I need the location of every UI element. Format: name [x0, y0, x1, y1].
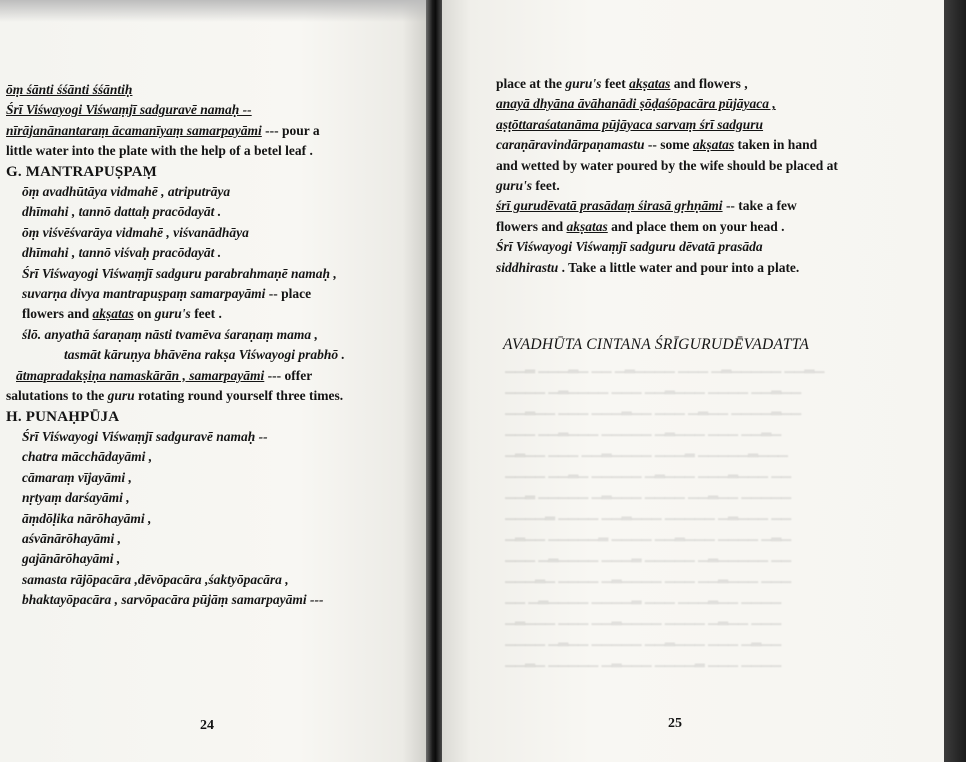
text-line: [6, 182, 418, 202]
instruction-text: place at the: [496, 76, 566, 91]
mantra-text: śrī gurudēvatā prasādaṃ śirasā gṛhṇāmi: [496, 198, 723, 214]
text-line: [6, 427, 418, 447]
mantra-text: anayā dhyāna āvāhanādi ṣōḍaśōpacāra pūjāyaca ,: [496, 96, 776, 112]
instruction-text: feet .: [190, 306, 222, 322]
book-gutter: [426, 0, 442, 762]
text-line: [496, 237, 916, 257]
page-number-left: 24: [200, 718, 214, 733]
term-text: akṣatas: [92, 306, 134, 322]
text-line: [496, 94, 916, 114]
instruction-text: feet: [601, 76, 630, 91]
mantra-text: dhīmahi , tannō viśvaḥ pracōdayāt .: [22, 245, 222, 261]
text-line: [496, 135, 916, 155]
mantra-text: Śrī Viśwayogi Viśwaṃjī sadguru parabrahmaṇē namaḥ ,: [22, 265, 337, 281]
show-through-bleed: ▁▁▂ ▁▁▁▂▁ ▁▁ ▁▂▁▁▁▁ ▁▁▁ ▁▂▁▁▁▁▁ ▁▁▂▁ ▁▁▁▁ ▁▂▁▁▁▁ ▁▁▁ ▁▁▂▁▁▁ ▁▁▁▁ ▁▁▂▁▁ ▁▁▂▁▁ ▁▁▁ ▁▁▁▂▁▁ ▁▁▁ ▁▂▁▁ ▁▁▁▁▂▁▁ ▁▁▁ ▁▁▂▁▁▁ ▁▁▁▁▁ ▁▂▁▁▁ ▁▁▁ ▁▁▂▁ ▁▂▁▁ ▁▁▁ ▁▁▂▁▁▁▁ ▁▁▁▂ ▁▁▁▁▁▂▁▁▁ ▁▁▁▁ ▁▁▂▁ ▁▁▁▁▁ ▁▂▁▁▁ ▁▁▁▂▁▁▁ ▁▁ ▁▁▂ ▁▁▁▁▁ ▁▂▁▁▁ ▁▁▁▁ ▁▁▂▁▁ ▁▁▁▁▁ ▁▁▁▁▂ ▁▁▁▁ ▁▁▂▁▁▁ ▁▁▁▁▁ ▁▂▁▁▁ ▁▁ ▁▂▁▁ ▁▁▁▁▁▂ ▁▁▁▁ ▁▁▂▁▁▁ ▁▁▁▁ ▁▂▁ ▁▁▁ ▁▂▁▁▁▁ ▁▁▁▂ ▁▁▁▁▁ ▁▂▁▁▁▁▁ ▁▁ ▁▁▁▂▁ ▁▁▁▁ ▁▂▁▁▁▁ ▁▁▁ ▁▁▂▁▁▁ ▁▁▁ ▁▁ ▁▂▁▁▁▁ ▁▁▁▁▂ ▁▁▁ ▁▁▁▂▁▁ ▁▁▁▁ ▁▂▁▁▁ ▁▁▁ ▁▁▂▁▁▁▁ ▁▁▁▁ ▁▂▁▁ ▁▁▁ ▁▁▁▁ ▁▂▁▁ ▁▁▁▁▁ ▁▁▂▁▁▁ ▁▁▁ ▁▂▁▁ ▁▁▂▁ ▁▁▁▁▁ ▁▂▁▁▁ ▁▁▁▁▂ ▁▁▁ ▁▁▁▁: [505, 358, 825, 667]
mantra-text: ōṃ avadhūtāya vidmahē , atriputrāya: [22, 184, 231, 200]
text-line: [6, 366, 418, 386]
text-line: [496, 176, 916, 196]
instruction-text: flowers and: [496, 218, 567, 234]
mantra-text: siddhirastu: [496, 259, 559, 275]
mantra-text: Śrī Viśwayogi Viśwaṃjī sadguravē namaḥ --: [6, 102, 252, 118]
instruction-text: -- take a few: [722, 198, 797, 214]
term-text: guru: [107, 388, 135, 404]
text-line: [6, 141, 418, 161]
mantra-text: Śrī Viśwayogi Viśwaṃjī sadguru dēvatā prasāda: [496, 239, 763, 255]
text-line: [6, 223, 418, 243]
chapter-title: AVADHŪTA CINTANA ŚRĪGURUDĒVADATTA: [503, 336, 810, 353]
text-line: [6, 549, 418, 569]
mantra-text: cāmaraṃ vījayāmi ,: [22, 469, 132, 485]
mantra-text: dhīmahi , tannō dattaḥ pracōdayāt .: [22, 204, 222, 220]
text-line: [6, 590, 418, 610]
instruction-text: -- some: [644, 137, 693, 153]
text-line: [6, 488, 418, 508]
text-line: [6, 284, 418, 304]
shloka-text: tasmāt kāruṇya bhāvēna rakṣa Viśwayogi prabhō .: [64, 347, 345, 363]
text-line: [6, 80, 418, 100]
text-line: [6, 386, 418, 406]
instruction-text: -- place: [265, 286, 312, 302]
mantra-text: Śrī Viśwayogi Viśwaṃjī sadguravē namaḥ --: [22, 428, 268, 444]
scan-shadow-top: [0, 0, 428, 22]
text-line: [6, 447, 418, 467]
instruction-text: and place them on your head .: [607, 218, 785, 234]
shloka-text: ślō. anyathā śaraṇaṃ nāsti tvamēva śaraṇaṃ mama ,: [22, 326, 318, 342]
text-line: [6, 100, 418, 120]
mantra-text: samasta rājōpacāra ,dēvōpacāra ,śaktyōpacāra ,: [22, 571, 289, 587]
term-text: akṣatas: [692, 137, 735, 153]
mantra-text: āṃdōḷika nārōhayāmi ,: [22, 510, 152, 526]
text-line: [6, 509, 418, 529]
scan-edge: [944, 0, 966, 762]
instruction-text: and wetted by water poured by the wife should be placed at: [496, 157, 838, 173]
instruction-text: taken in hand: [734, 137, 818, 153]
instruction-text: feet.: [532, 178, 560, 194]
text-line: [6, 121, 418, 141]
right-page-body: [496, 74, 916, 278]
term-text: guru's: [154, 306, 191, 322]
left-page-body: [6, 80, 418, 611]
text-line: [496, 196, 916, 216]
mantra-text: ōṃ viśvēśvarāya vidmahē , viśvanādhāya: [22, 224, 249, 240]
text-line: [496, 217, 916, 237]
instruction-text: little water into the plate with the help of a betel leaf .: [6, 143, 313, 159]
mantra-text: ātmapradakṣiṇa namaskārān , samarpayāmi: [16, 367, 265, 383]
text-line: [496, 258, 916, 278]
text-line: [496, 156, 916, 176]
text-line: [496, 74, 916, 94]
page-number-right: 25: [668, 716, 682, 731]
mantra-text: bhaktayōpacāra , sarvōpacāra pūjāṃ samarpayāmi ---: [22, 592, 324, 608]
mantra-text: suvarṇa divya mantrapuṣpaṃ samarpayāmi: [22, 286, 266, 302]
mantra-text: aṣṭōttaraśatanāma pūjāyaca sarvaṃ śrī sadguru: [496, 116, 764, 132]
instruction-text: --- pour a: [261, 122, 320, 138]
text-line: [6, 202, 418, 222]
mantra-text: gajānārōhayāmi ,: [22, 551, 121, 567]
term-text: guru's: [565, 76, 602, 91]
text-line: [6, 325, 418, 345]
instruction-text: . Take a little water and pour into a plate.: [558, 259, 800, 275]
instruction-text: --- offer: [264, 367, 313, 383]
mantra-text: caraṇāravindārpaṇamastu: [496, 137, 645, 153]
instruction-text: flowers and: [22, 306, 93, 322]
text-line: [6, 529, 418, 549]
instruction-text: rotating round yourself three times.: [134, 388, 344, 404]
text-line: [6, 264, 418, 284]
section-heading: H. PUNAḤPŪJA: [6, 408, 120, 425]
mantra-text: nṛtyaṃ darśayāmi ,: [22, 490, 130, 506]
text-line: [6, 468, 418, 488]
instruction-text: and flowers ,: [670, 76, 748, 91]
mantra-text: chatra mācchādayāmi ,: [22, 449, 153, 465]
instruction-text: on: [133, 306, 155, 322]
term-text: akṣatas: [629, 76, 671, 91]
text-line: [496, 115, 916, 135]
text-line: [6, 345, 418, 365]
text-line: [6, 304, 418, 324]
term-text: guru's: [496, 178, 533, 194]
instruction-text: salutations to the: [6, 388, 108, 404]
text-line: [6, 570, 418, 590]
mantra-text: ōṃ śānti śśānti śśāntiḥ: [6, 82, 133, 97]
text-line: [6, 243, 418, 263]
section-heading: G. MANTRAPUṢPAṂ: [6, 163, 158, 180]
term-text: akṣatas: [566, 218, 608, 234]
mantra-text: aśvānārōhayāmi ,: [22, 530, 122, 546]
mantra-text: nīrājanānantaraṃ ācamanīyaṃ samarpayāmi: [6, 122, 262, 138]
